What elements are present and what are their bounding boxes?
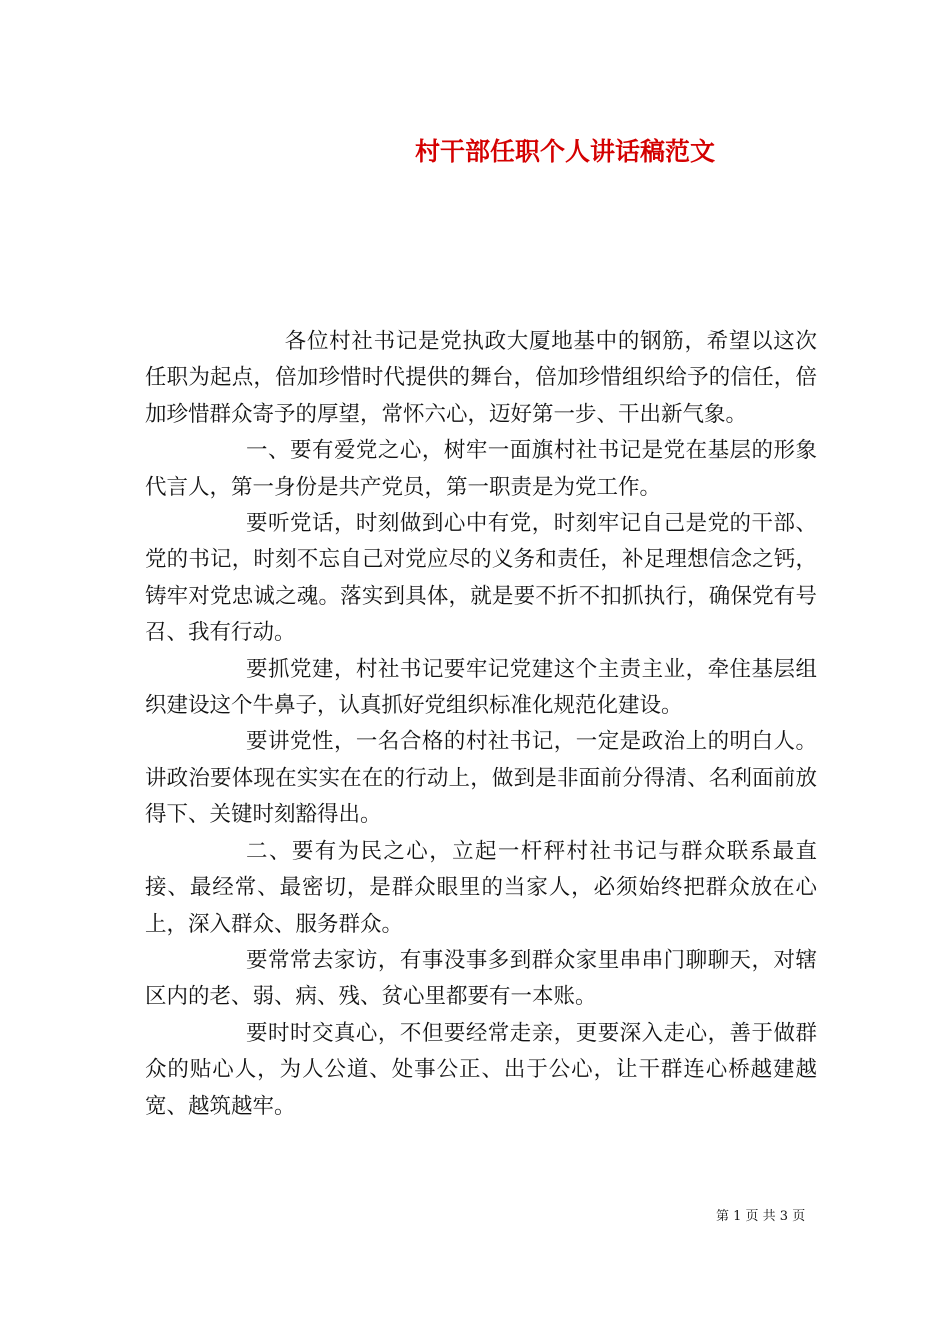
paragraph-party-building: 要抓党建，村社书记要牢记党建这个主责主业，牵住基层组织建设这个牛鼻子，认真抓好党组织标准化规范化建设。 xyxy=(145,656,817,719)
paragraph-home-visits: 要常常去家访，有事没事多到群众家里串串门聊聊天，对辖区内的老、弱、病、残、贫心里都要有一本账。 xyxy=(145,947,817,1010)
document-title: 村干部任职个人讲话稿范文 xyxy=(414,137,715,166)
paragraph-party-spirit: 要讲党性，一名合格的村社书记，一定是政治上的明白人。讲政治要体现在实实在在的行动上，做到是非面前分得清、名利面前放得下、关键时刻豁得出。 xyxy=(145,729,817,828)
paragraph-listen-party: 要听党话，时刻做到心中有党，时刻牢记自己是党的干部、党的书记，时刻不忘自己对党应尽的义务和责任，补足理想信念之钙，铸牢对党忠诚之魂。落实到具体，就是要不折不扣抓执行，确保党有号召、我有行动。 xyxy=(145,511,817,646)
paragraph-sincerity: 要时时交真心，不但要经常走亲，更要深入走心，善于做群众的贴心人，为人公道、处事公正、出于公心，让干群连心桥越建越宽、越筑越牢。 xyxy=(145,1020,817,1119)
paragraph-section-two: 二、要有为民之心，立起一杆秤村社书记与群众联系最直接、最经常、最密切，是群众眼里的当家人，必须始终把群众放在心上，深入群众、服务群众。 xyxy=(145,838,817,937)
page-number-footer: 第 1 页 共 3 页 xyxy=(716,1209,806,1224)
paragraph-section-one: 一、要有爱党之心，树牢一面旗村社书记是党在基层的形象代言人，第一身份是共产党员，第一职责是为党工作。 xyxy=(145,438,817,500)
paragraph-intro: 各位村社书记是党执政大厦地基中的钢筋，希望以这次任职为起点，倍加珍惜时代提供的舞台，倍加珍惜组织给予的信任，倍加珍惜群众寄予的厚望，常怀六心，迈好第一步、干出新气象。 xyxy=(145,329,817,427)
document-body xyxy=(145,324,817,1125)
